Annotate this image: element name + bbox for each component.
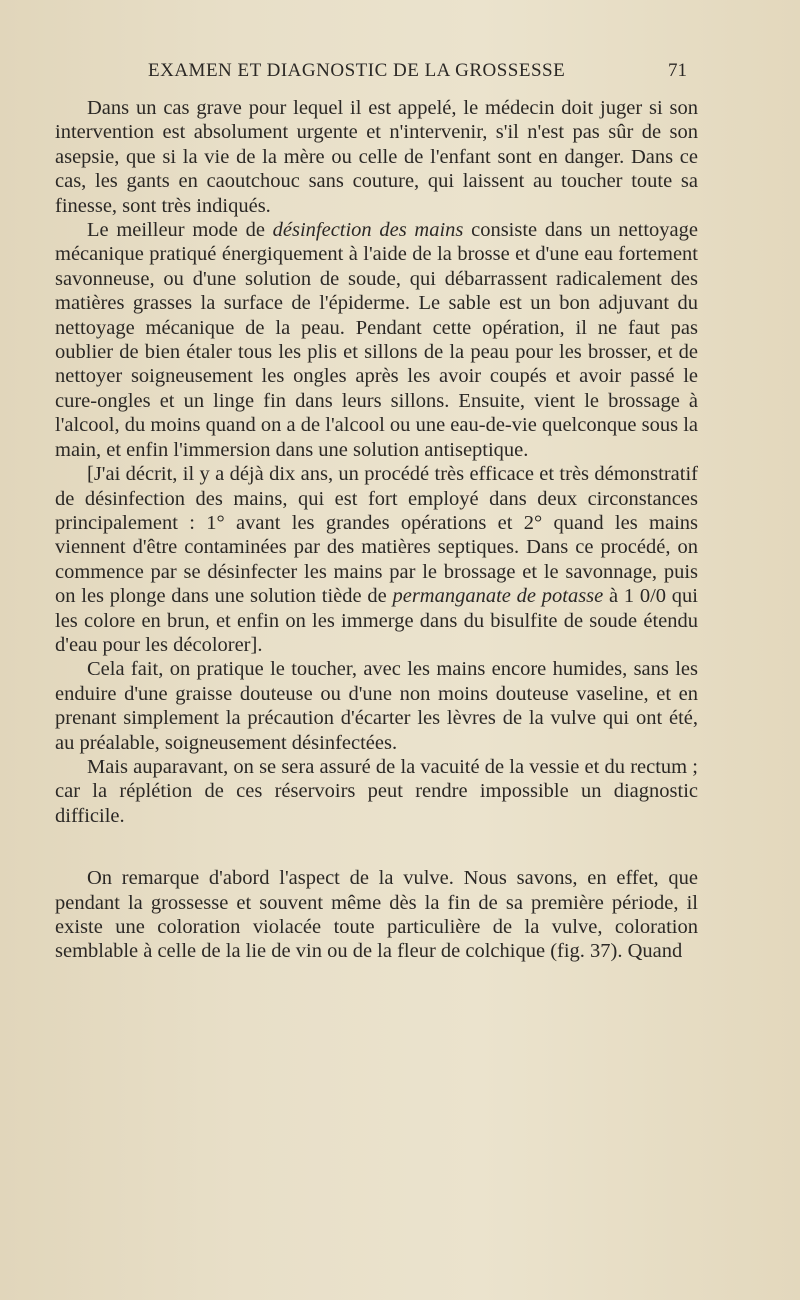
running-title: EXAMEN ET DIAGNOSTIC DE LA GROSSESSE [148,60,566,81]
body-text [55,96,698,964]
paragraph: Mais auparavant, on se sera assuré de la vacuité de la vessie et du rectum ; car la réplétion de ces réservoirs peut rendre impossible un diagnostic difficile. [55,755,698,827]
paragraph-text: [J'ai décrit, il y a déjà dix ans, un procédé très efficace et très démonstratif de désinfection des mains, qui est fort employé dans deux circonstances principalement : 1° avant les grandes opérations et 2° quand les mains viennent d'être contaminées par des matières septiques. Dans ce procédé, on commence par se désinfecter les mains par le brossage et le savonnage, puis on les plonge dans une solution tiède de [55,463,698,608]
paragraph: Dans un cas grave pour lequel il est appelé, le médecin doit juger si son intervention est absolument urgente et n'intervenir, s'il n'est pas sûr de son asepsie, que si la vie de la mère ou celle de l'enfant sont en danger. Dans ce cas, les gants en caoutchouc sans couture, qui laissent au toucher toute sa finesse, sont très indiqués. [55,97,698,217]
paragraph [55,462,698,657]
paragraph [55,218,698,462]
paragraph-text: Le meilleur mode de [87,219,273,242]
paragraph: Cela fait, on pratique le toucher, avec les mains encore humides, sans les enduire d'une graisse douteuse ou d'une non moins douteuse vaseline, et en prenant simplement la précaution d'écarter les lèvres de la vulve qui ont été, au préalable, soigneusement désinfectées. [55,658,698,754]
emphasis: permanganate de potasse [392,585,604,608]
running-header [0,60,800,90]
emphasis: désinfection des mains [272,219,464,242]
paragraph: On remarque d'abord l'aspect de la vulve. Nous savons, en effet, que pendant la grossesse et souvent même dès la fin de sa première période, il existe une coloration violacée toute particulière de la vulve, coloration semblable à celle de la lie de vin ou de la fleur de colchique (fig. 37). Quand [55,867,698,963]
paragraph-text: à 1 0/0 qui les colore en brun, et enfin on les immerge dans du bisulfite de soude étendu d'eau pour les décolorer]. [55,585,698,656]
paragraph-text: consiste dans un nettoyage mécanique pratiqué énergiquement à l'aide de la brosse et d'une eau fortement savonneuse, ou d'une solution de soude, qui débarrassent radicalement des matières grasses la surface de l'épiderme. Le sable est un bon adjuvant du nettoyage mécanique de la peau. Pendant cette opération, il ne faut pas oublier de bien étaler tous les plis et sillons de la peau pour les brosser, et de nettoyer soigneusement les ongles après les avoir coupés et avoir passé le cure-ongles et un linge fin dans leurs sillons. Ensuite, vient le brossage à l'alcool, du moins quand on a de l'alcool ou une eau-de-vie quelconque sous la main, et enfin l'immersion dans une solution antiseptique. [55,219,698,461]
page-number: 71 [668,60,687,81]
